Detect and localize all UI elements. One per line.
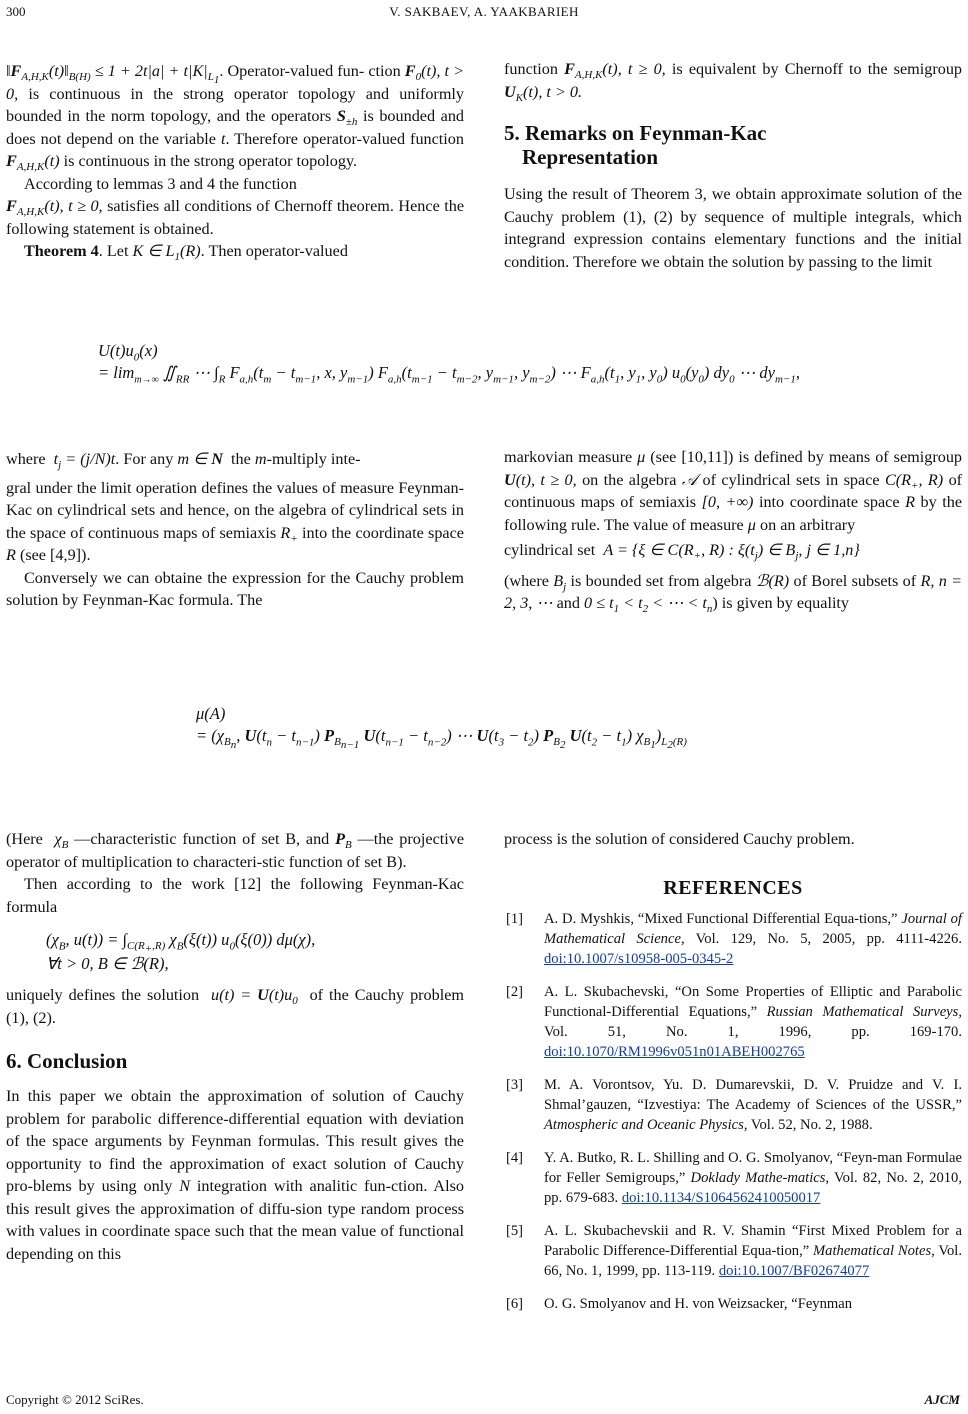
right-column-middle <box>504 446 962 615</box>
right-column-top <box>504 58 962 273</box>
reference-item: [5] A. L. Skubachevskii and R. V. Shamin “First Mixed Problem for a Parabolic Difference-Differential Equa-tion,” Mathematical Notes, Vol. 66, No. 1, 1999, pp. 113-119. doi:10.1007/BF02674077 <box>506 1223 962 1279</box>
reference-number: [1] <box>506 911 524 927</box>
paragraph: According to lemmas 3 and 4 the function <box>24 174 297 193</box>
paragraph: uniquely defines the solution $u(t) = U(t)u_0$ of the Cauchy problem (1), (2). <box>6 986 465 1027</box>
reference-journal: Atmospheric and Oceanic Physics <box>544 1117 744 1133</box>
reference-journal: Mathematical Notes <box>813 1243 932 1259</box>
doi-link[interactable]: doi:10.1007/BF02674077 <box>718 1263 870 1279</box>
paragraph: (where $B_j$ is bounded set from algebra ℬ(R) of Borel subsets of R, n = 2, 3, ⋯ and $0 \le t_1 < t_2$ < ⋯ < $t_n$) is given by equality <box>504 571 963 616</box>
reference-number: [6] <box>506 1296 524 1312</box>
paragraph: markovian measure μ (see [10,11]) is defined by means of semigroup U(t), t ≥ 0, on the algebra 𝒜 of cylindrical sets in space $C(R_+$, R) of continuous maps of semiaxis [0, +∞) into coordinate space R by the following rule. The value of measure μ on an arbitrary <box>504 448 963 534</box>
reference-item: [4] Y. A. Butko, R. L. Shilling and O. G. Smolyanov, “Feyn-man Formulae for Feller Semigroups,” Doklady Mathe-matics, Vol. 82, No. 2, 2010, pp. 679-683. doi:10.1134/S1064562410050017 <box>506 1150 962 1206</box>
running-authors: V. SAKBAEV, A. YAAKBARIEH <box>389 4 579 19</box>
page-header <box>0 4 968 22</box>
conclusion-text: In this paper we obtain the approximation of solution of Cauchy problem for parabolic difference-differential equation with deviation of the space arguments by Feynman formulas. This result gives the opportunity to find the approximation of exact solution of Cauchy pro-blems by using only N integration with analitic fun-ction. Also this result gives the approximation of diffu-sion type random process with values in coordinate space such that the mean value of functional depending on this <box>6 1087 464 1263</box>
equation-feynman-kac: ($\chi_B$, $u(t)) = \int_{C(R_+,R)}$ $\chi_B(\xi(t))$ $u_0(\xi(0))$ dμ(χ), ∀t > 0, B ∈ ℬ(R), <box>46 930 316 973</box>
reference-item: [6] O. G. Smolyanov and H. von Weizsacker, “Feynman <box>506 1296 853 1312</box>
footer-copyright: Copyright © 2012 SciRes. <box>6 1392 144 1407</box>
paragraph: $F_{A,H,K}(t)$, t ≥ 0, satisfies all conditions of Chernoff theorem. Hence the following statement is obtained. <box>6 197 464 238</box>
paragraph: Then according to the work [12] the following Feynman-Kac formula <box>6 875 464 916</box>
reference-item: [3] M. A. Vorontsov, Yu. D. Dumarevskii, D. V. Pruidze and V. I. Shmal’gauzen, “Izvestiya: The Academy of Sciences of the USSR,” Atmospheric and Oceanic Physics, Vol. 52, No. 2, 1988. <box>506 1077 962 1133</box>
references-list <box>504 909 962 1314</box>
section-6-title: 6. Conclusion <box>6 1049 128 1073</box>
paragraph: cylindrical set A = {ξ ∈ $C(R_+$, R) : $\xi(t_j)$ ∈ $B_j$, j ∈ 1,n} <box>504 541 860 563</box>
paragraph: $‖F_{A,H,K}(t)‖_{B(H)} \le 1 + 2t|a| + t|K|_{L_1}$. Operator-valued fun- ction $F_0(t)$, t > 0, is continuous in the strong operator topology and uniformly bounded in the norm topology, and the operators $S_{\pm h}$ is bounded and does not depend on the variable t. Therefore operator-valued function $F_{A,H,K}(t)$ is continuous in the strong operator topology. <box>6 62 465 174</box>
right-column-bottom <box>504 828 962 1327</box>
equation-measure: μ(A) = ($\chi_{B_n}$, $U(t_n - t_{n-1})$ $P_{B_{n-1}}$ $U(t_{n-1} - t_{n-2})$ ⋯ $U(t_3 - t_2)$ $P_{B_2}$ $U(t_2 - t_1)$ $\chi_{B_1})_{L_2(R)}$ <box>196 704 687 752</box>
reference-number: [2] <box>506 984 524 1000</box>
reference-number: [4] <box>506 1150 524 1166</box>
page-number: 300 <box>6 4 26 19</box>
reference-item: [2] A. L. Skubachevski, “On Some Properties of Elliptic and Parabolic Functional-Differential Equations,” Russian Mathematical Surveys, Vol. 51, No. 1, 1996, pp. 169-170. doi:10.1070/RM1996v051n01ABEH002765 <box>506 984 962 1060</box>
reference-item: [1] A. D. Myshkis, “Mixed Functional Differential Equa-tions,” Journal of Mathematical Science, Vol. 129, No. 5, 2005, pp. 4111-4226. doi:10.1007/s10958-005-0345-2 <box>506 911 962 967</box>
paragraph: Conversely we can obtaine the expression for the Cauchy problem solution by Feynman-Kac formula. The <box>6 568 464 609</box>
paragraph: (Here $\chi_B$ —characteristic function of set B, and $P_B$ —the projective operator of multiplication to characteri-stic function of set B). <box>6 830 465 871</box>
footer-journal: AJCM <box>924 1392 960 1407</box>
reference-journal: Doklady Mathe-matics <box>690 1170 826 1186</box>
left-column-middle <box>6 448 464 612</box>
section-5-text: Using the result of Theorem 3, we obtain approximate solution of the Cauchy problem (1), (2) by sequence of multiple integrals, which integrand expression contains elementary functions and the initial condition. Therefore we obtain the solution by passing to the limit <box>504 185 962 271</box>
references-title: REFERENCES <box>663 876 803 899</box>
paragraph: gral under the limit operation defines the values of measure Feynman-Kac on cylindrical sets and hence, on the algebra of cylindrical sets in the space of continuous maps of semiaxis $R_+$ into the coordinate space R (see [4,9]). <box>6 478 464 564</box>
section-5-title: 5. Remarks on Feynman-Kac Representation <box>504 121 767 169</box>
reference-journal: Russian Mathematical Surveys <box>766 1004 959 1020</box>
doi-link[interactable]: doi:10.1134/S1064562410050017 <box>621 1190 821 1206</box>
left-column-top <box>6 60 464 263</box>
paragraph: function $F_{A,H,K}(t)$, t ≥ 0, is equivalent by Chernoff to the semigroup $U_K(t)$, t > 0. <box>504 60 963 104</box>
reference-journal: Journal of Mathematical Science <box>544 911 962 947</box>
left-column-bottom <box>6 828 464 1265</box>
reference-number: [5] <box>506 1223 524 1239</box>
paragraph: process is the solution of considered Cauchy problem. <box>504 830 855 848</box>
theorem-4: Theorem 4. Let K ∈ $L_1(R)$. Then operator-valued <box>24 242 348 264</box>
doi-link[interactable]: doi:10.1007/s10958-005-0345-2 <box>544 951 734 967</box>
equation-limit: $U(t)u_0(x)$ = $\lim_{m\to\infty}$ $∬_{RR}$ ⋯ $\int_R$ $F_{a,h}(t_m - t_{m-1}$, x, $y_{m-1}$) $F_{a,h}(t_{m-1} - t_{m-2}$, $y_{m-1}$, $y_{m-2}$) ⋯ $F_{a,h}(t_1$, $y_1$, $y_0$) $u_0(y_0)$ $dy_0$ ⋯ $dy_{m-1}$, <box>98 341 800 386</box>
doi-link[interactable]: doi:10.1070/RM1996v051n01ABEH002765 <box>544 1044 805 1060</box>
paragraph: where $t_j = (j/N)t$. For any m ∈ N the m-multiply inte- <box>6 450 361 472</box>
reference-number: [3] <box>506 1077 524 1093</box>
